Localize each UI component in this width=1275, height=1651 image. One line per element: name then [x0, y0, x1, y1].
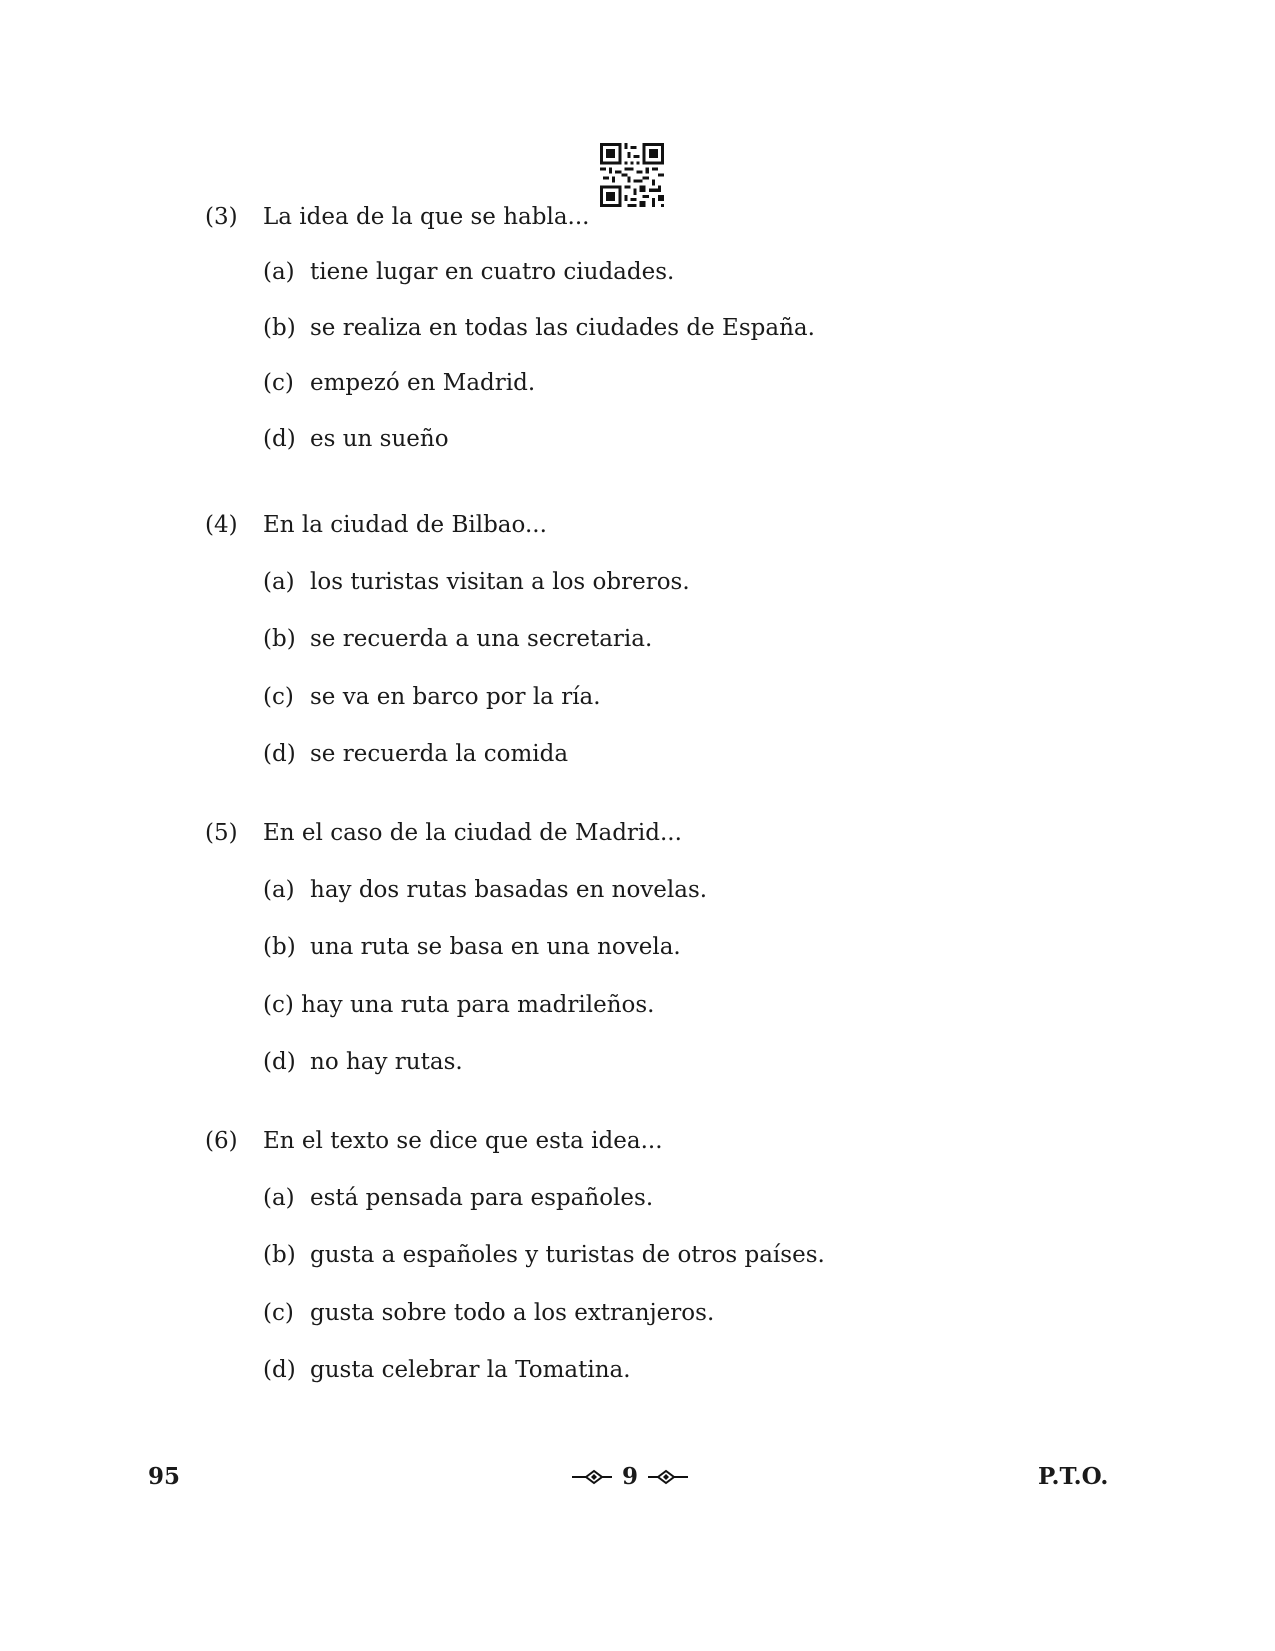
option-text: los turistas visitan a los obreros. [310, 569, 690, 595]
option-label: (a) [263, 877, 295, 903]
question-text: En la ciudad de Bilbao... [263, 512, 547, 538]
option-label: (c) [263, 1300, 294, 1326]
option-label: (b) [263, 1242, 296, 1268]
option-label: (a) [263, 569, 295, 595]
question-4 [205, 508, 1105, 767]
option-label: (d) [263, 426, 296, 452]
question-6 [205, 1124, 1105, 1383]
question-text: En el caso de la ciudad de Madrid... [263, 820, 682, 846]
question-text: La idea de la que se habla... [263, 204, 590, 230]
option-text: se recuerda la comida [310, 741, 569, 767]
question-number: (4) [205, 512, 238, 538]
option-text: gusta celebrar la Tomatina. [310, 1357, 631, 1383]
option-label: (d) [263, 1357, 296, 1383]
question-5 [205, 816, 1105, 1075]
option-text: una ruta se basa en una novela. [310, 934, 681, 960]
option-text: hay una ruta para madrileños. [301, 992, 655, 1018]
option-text: gusta a españoles y turistas de otros países. [310, 1242, 825, 1268]
question-number: (6) [205, 1128, 238, 1154]
option-label: (a) [263, 259, 295, 285]
option-text: se recuerda a una secretaria. [310, 626, 653, 652]
option-label: (d) [263, 741, 296, 767]
option-label: (c) [263, 370, 294, 396]
option-text: es un sueño [310, 426, 449, 452]
pto-label: P.T.O. [1038, 1463, 1109, 1490]
ornament-left-icon [572, 1469, 612, 1485]
option-label: (a) [263, 1185, 295, 1211]
question-number: (3) [205, 204, 238, 230]
option-label: (b) [263, 626, 296, 652]
question-number: (5) [205, 820, 238, 846]
option-label: (b) [263, 315, 296, 341]
option-text: tiene lugar en cuatro ciudades. [310, 259, 675, 285]
option-text: gusta sobre todo a los extranjeros. [310, 1300, 715, 1326]
option-text: empezó en Madrid. [310, 370, 536, 396]
question-text: En el texto se dice que esta idea... [263, 1128, 663, 1154]
option-text: se va en barco por la ría. [310, 684, 601, 710]
question-3 [205, 200, 1105, 452]
option-label: (d) [263, 1049, 296, 1075]
option-label: (c) [263, 684, 294, 710]
option-label: (b) [263, 934, 296, 960]
option-text: está pensada para españoles. [310, 1185, 654, 1211]
option-text: hay dos rutas basadas en novelas. [310, 877, 708, 903]
ornament-right-icon [648, 1469, 688, 1485]
option-text: no hay rutas. [310, 1049, 463, 1075]
option-label: (c) [263, 992, 294, 1018]
page-number-group [572, 1460, 688, 1494]
page-number: 9 [622, 1463, 639, 1490]
paper-code: 95 [148, 1463, 181, 1490]
qr-code [600, 143, 664, 207]
option-text: se realiza en todas las ciudades de España. [310, 315, 815, 341]
